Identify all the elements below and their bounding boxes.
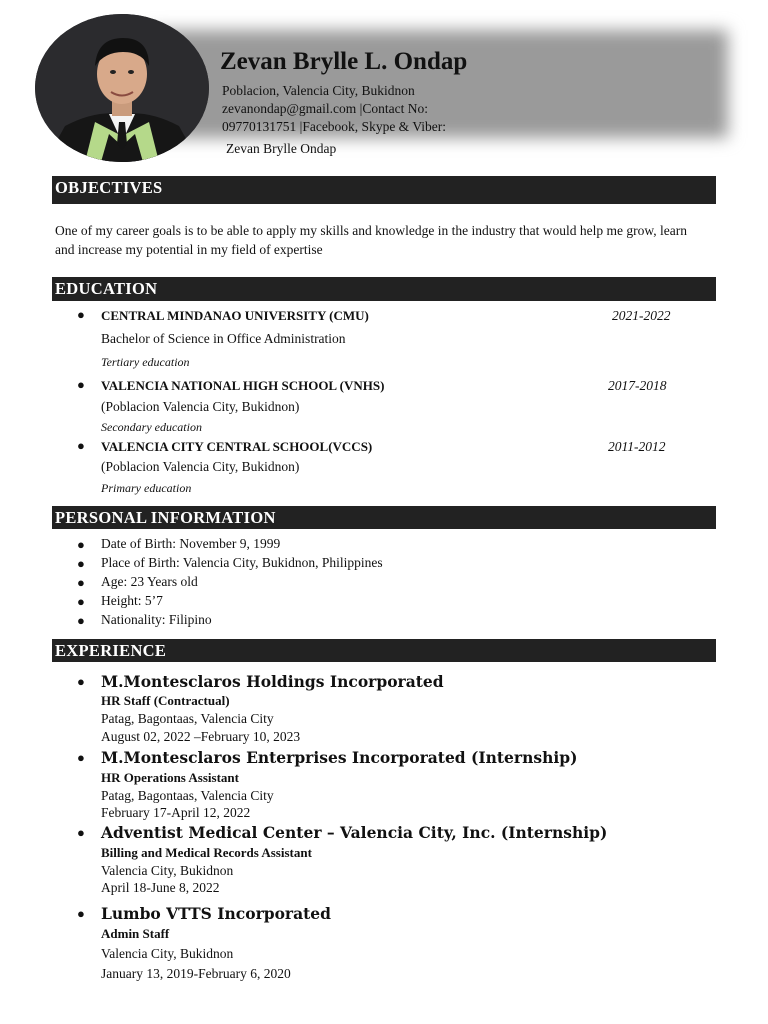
education-detail: (Poblacion Valencia City, Bukidnon)	[101, 459, 300, 474]
experience-role: HR Operations Assistant	[101, 770, 239, 785]
bullet-icon: ●	[77, 307, 85, 322]
education-years: 2011-2012	[608, 439, 666, 454]
section-header-experience: EXPERIENCE	[52, 639, 716, 662]
personal-info-item: Place of Birth: Valencia City, Bukidnon, Philippines	[101, 555, 383, 570]
experience-dates: February 17-April 12, 2022	[101, 805, 251, 820]
experience-company: M.Montesclaros Holdings Incorporated	[101, 672, 444, 691]
personal-info-item: Nationality: Filipino	[101, 612, 212, 627]
personal-info-item: Date of Birth: November 9, 1999	[101, 536, 281, 551]
section-header-education: EDUCATION	[52, 277, 716, 301]
bullet-icon: ●	[77, 825, 85, 840]
email-contact-line: zevanondap@gmail.com |Contact No:	[222, 101, 428, 116]
experience-role: HR Staff (Contractual)	[101, 693, 230, 708]
contact-block	[222, 82, 482, 158]
bullet-icon: ●	[77, 575, 85, 590]
education-level: Secondary education	[101, 420, 202, 434]
section-header-personal-information: PERSONAL INFORMATION	[52, 506, 716, 529]
objective-text: One of my career goals is to be able to apply my skills and knowledge in the industry that would help me grow, learn and increase my potential in my field of expertise	[55, 223, 687, 257]
bullet-icon: ●	[77, 594, 85, 609]
education-school: VALENCIA NATIONAL HIGH SCHOOL (VNHS)	[101, 378, 385, 393]
experience-dates: January 13, 2019-February 6, 2020	[101, 966, 291, 981]
bullet-icon: ●	[77, 674, 85, 689]
experience-role: Admin Staff	[101, 926, 170, 941]
bullet-icon: ●	[77, 438, 85, 453]
experience-location: Patag, Bagontaas, Valencia City	[101, 788, 274, 803]
graduate-portrait-image	[35, 14, 209, 162]
experience-dates: August 02, 2022 –February 10, 2023	[101, 729, 301, 744]
experience-company: Lumbo VTTS Incorporated	[101, 904, 331, 923]
education-school: CENTRAL MINDANAO UNIVERSITY (CMU)	[101, 308, 369, 323]
experience-location: Valencia City, Bukidnon	[101, 946, 234, 961]
experience-location: Patag, Bagontaas, Valencia City	[101, 711, 274, 726]
social-handle-line: Zevan Brylle Ondap	[226, 141, 337, 156]
phone-social-line: 09770131751 |Facebook, Skype & Viber:	[222, 119, 446, 134]
experience-company: Adventist Medical Center – Valencia City, Inc. (Internship)	[101, 823, 608, 842]
education-level: Tertiary education	[101, 355, 190, 369]
bullet-icon: ●	[77, 556, 85, 571]
bullet-icon: ●	[77, 537, 85, 552]
education-years: 2021-2022	[612, 308, 671, 323]
bullet-icon: ●	[77, 613, 85, 628]
experience-location: Valencia City, Bukidnon	[101, 863, 234, 878]
education-detail: (Poblacion Valencia City, Bukidnon)	[101, 399, 300, 414]
experience-company: M.Montesclaros Enterprises Incorporated (Internship)	[101, 748, 578, 767]
address-line: Poblacion, Valencia City, Bukidnon	[222, 83, 415, 98]
personal-info-item: Age: 23 Years old	[101, 574, 198, 589]
applicant-name: Zevan Brylle L. Ondap	[220, 48, 468, 75]
experience-dates: April 18-June 8, 2022	[101, 880, 220, 895]
education-detail: Bachelor of Science in Office Administration	[101, 331, 346, 346]
education-years: 2017-2018	[608, 378, 667, 393]
education-level: Primary education	[101, 481, 192, 495]
bullet-icon: ●	[77, 906, 85, 921]
personal-info-item: Height: 5’7	[101, 593, 163, 608]
section-header-objectives: OBJECTIVES	[52, 176, 716, 204]
bullet-icon: ●	[77, 377, 85, 392]
education-school: VALENCIA CITY CENTRAL SCHOOL(VCCS)	[101, 439, 373, 454]
experience-role: Billing and Medical Records Assistant	[101, 845, 312, 860]
profile-photo	[35, 14, 209, 162]
bullet-icon: ●	[77, 750, 85, 765]
